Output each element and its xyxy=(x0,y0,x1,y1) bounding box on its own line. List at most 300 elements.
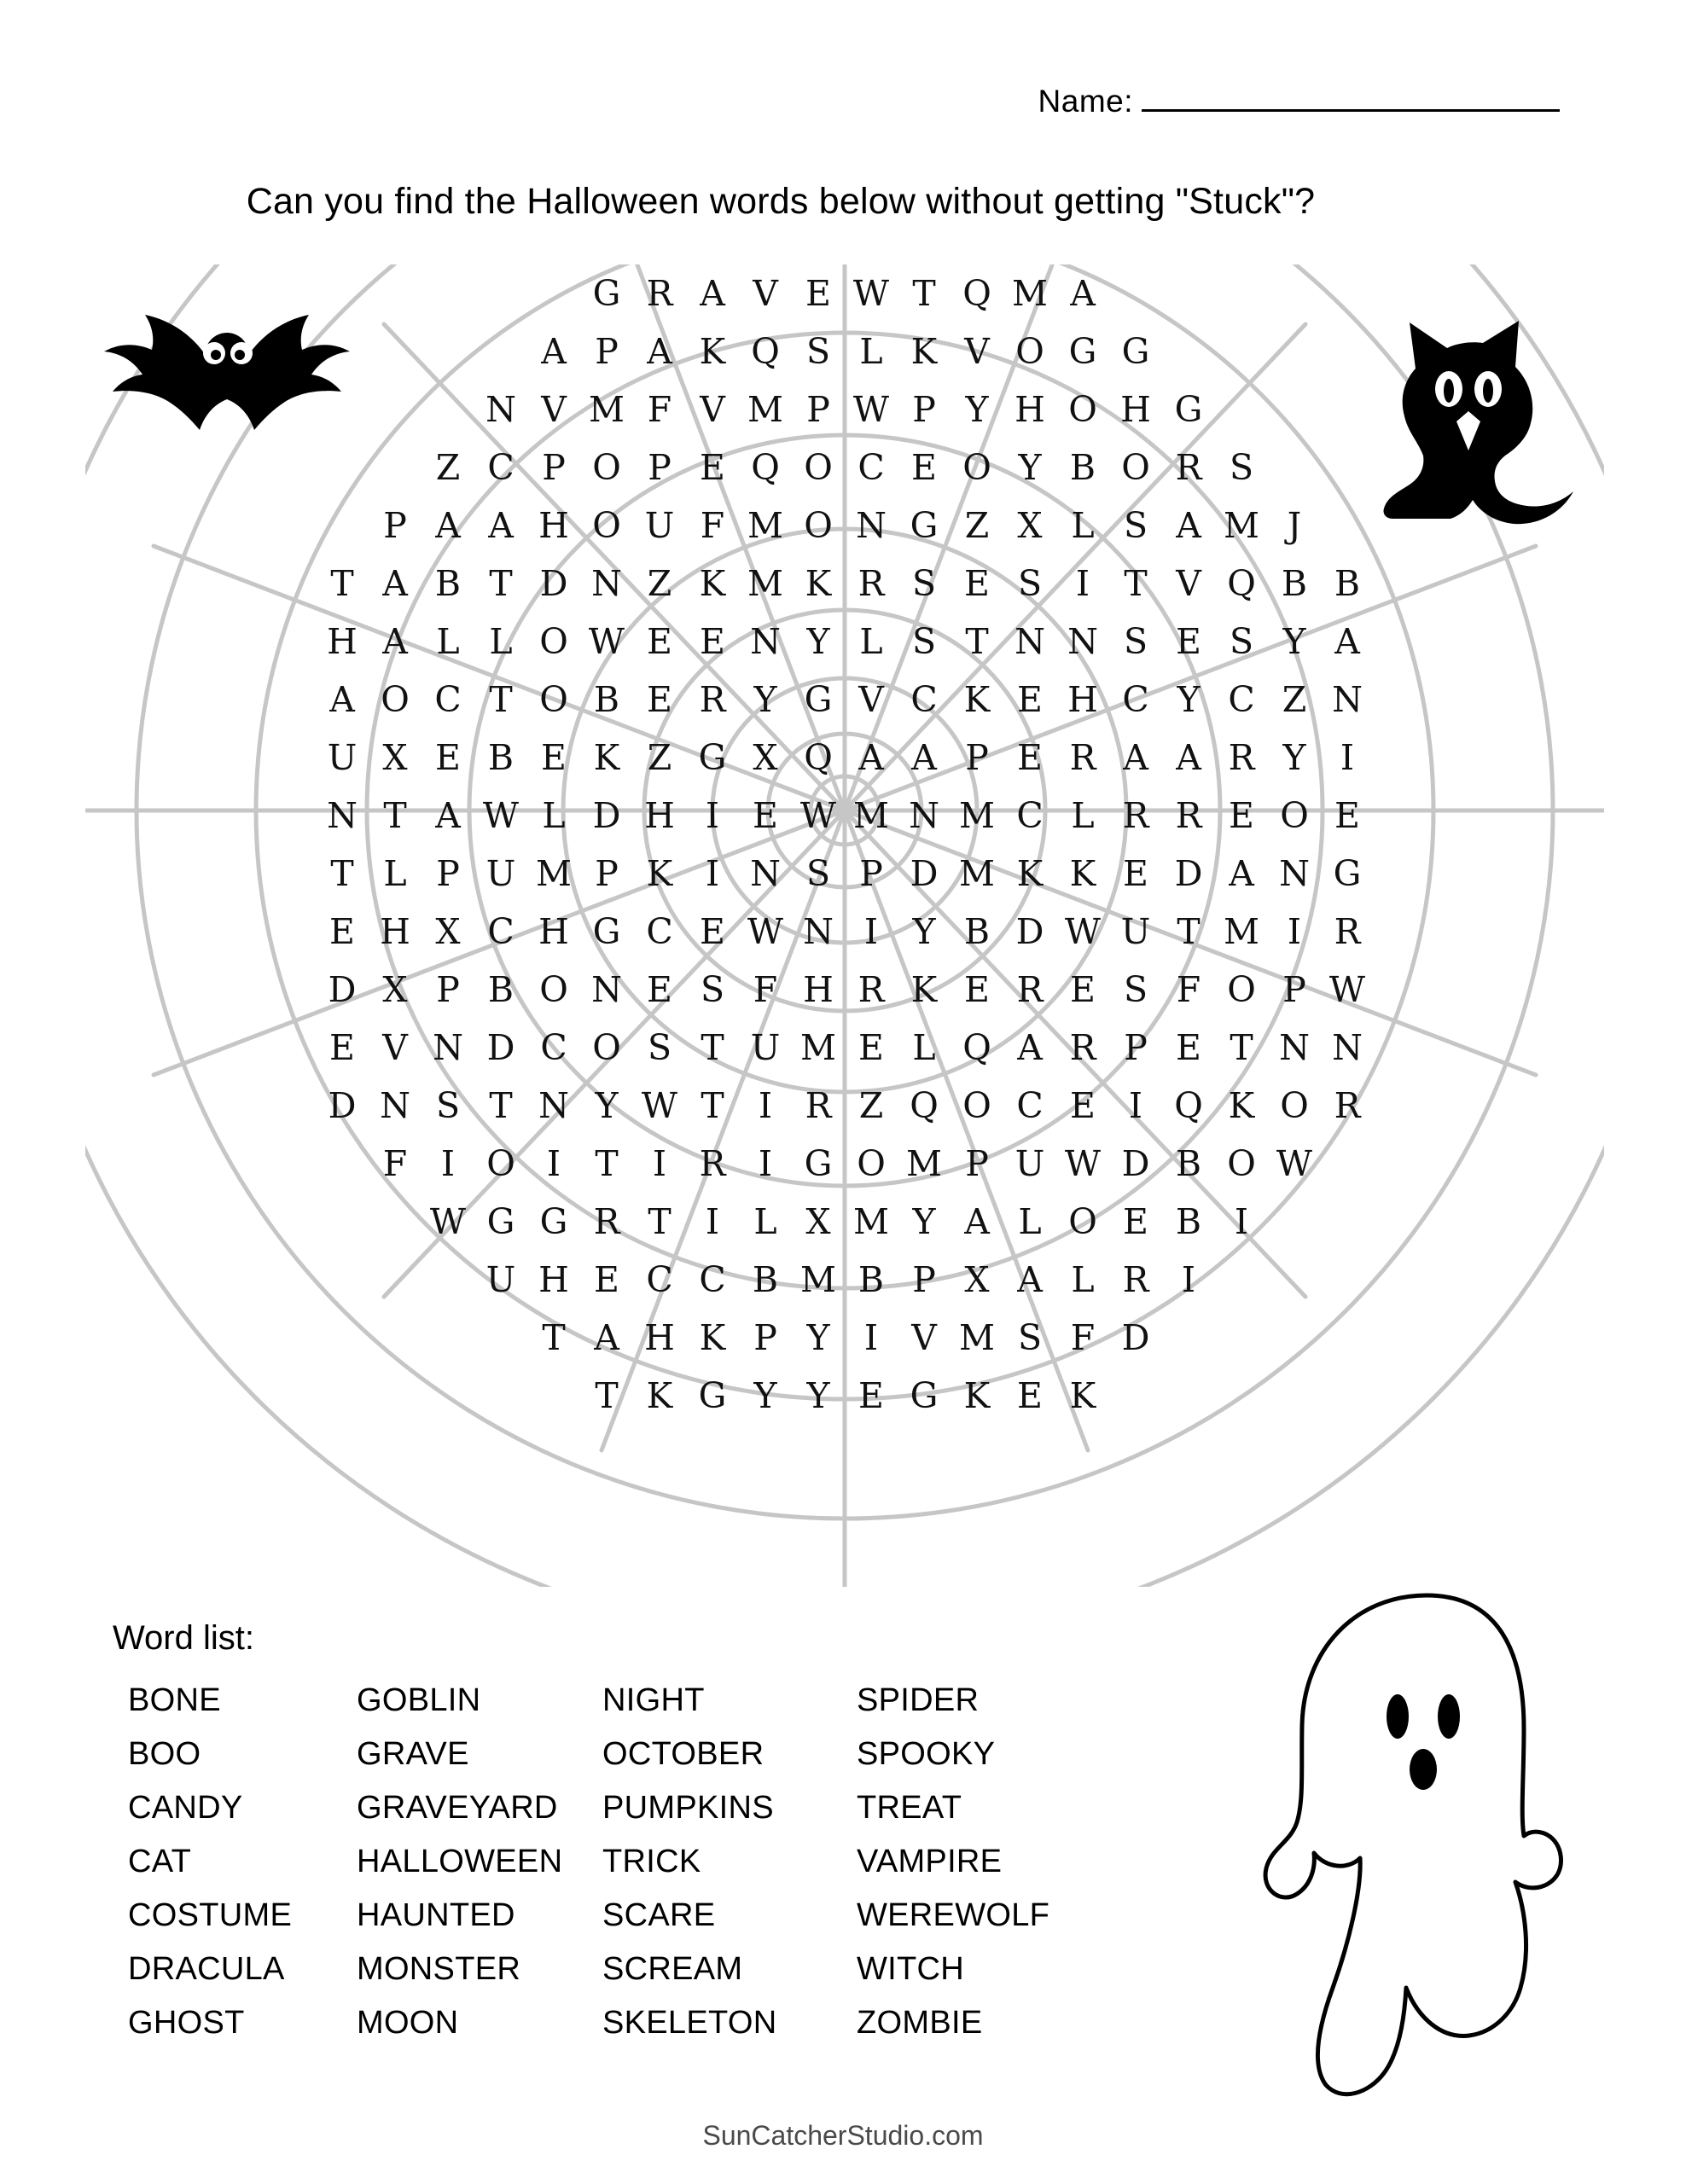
grid-letter[interactable]: E xyxy=(700,446,725,488)
grid-letter[interactable]: A xyxy=(541,330,567,372)
grid-letter[interactable]: P xyxy=(595,330,619,372)
grid-letter[interactable]: V xyxy=(382,1026,408,1068)
grid-letter[interactable]: H xyxy=(380,910,410,952)
grid-letter[interactable]: B xyxy=(593,678,620,720)
grid-letter[interactable]: K xyxy=(805,562,832,604)
grid-letter[interactable]: R xyxy=(805,1084,832,1126)
name-input-line[interactable] xyxy=(1142,109,1560,112)
grid-letter[interactable]: O xyxy=(804,504,833,546)
grid-letter[interactable]: S xyxy=(805,852,831,894)
grid-letter[interactable]: V xyxy=(700,388,725,430)
grid-letter[interactable]: X xyxy=(753,736,778,778)
grid-letter[interactable]: S xyxy=(911,562,937,604)
grid-letter[interactable]: S xyxy=(1017,1316,1043,1358)
grid-letter[interactable]: E xyxy=(1176,620,1201,662)
grid-letter[interactable]: G xyxy=(592,272,621,314)
grid-letter[interactable]: R xyxy=(1175,794,1202,836)
grid-letter[interactable]: Q xyxy=(962,1026,991,1068)
grid-letter[interactable]: O xyxy=(1280,1084,1309,1126)
grid-letter[interactable]: K xyxy=(646,1374,673,1416)
grid-letter[interactable]: E xyxy=(647,968,672,1010)
grid-letter[interactable]: Y xyxy=(965,388,989,430)
grid-letter[interactable]: I xyxy=(1234,1200,1249,1242)
grid-letter[interactable]: O xyxy=(592,504,621,546)
grid-letter[interactable]: A xyxy=(911,736,937,778)
grid-letter[interactable]: V xyxy=(858,678,884,720)
grid-letter[interactable]: P xyxy=(436,968,460,1010)
grid-letter[interactable]: H xyxy=(538,910,569,952)
grid-letter[interactable]: G xyxy=(1068,330,1097,372)
grid-letter[interactable]: K xyxy=(646,852,673,894)
grid-letter[interactable]: E xyxy=(541,736,567,778)
grid-letter[interactable]: G xyxy=(804,1142,833,1184)
grid-letter[interactable]: U xyxy=(644,504,675,546)
grid-letter[interactable]: F xyxy=(1176,968,1201,1010)
grid-letter[interactable]: E xyxy=(1334,794,1360,836)
grid-letter[interactable]: Q xyxy=(1227,562,1256,604)
grid-letter[interactable]: B xyxy=(1281,562,1308,604)
grid-letter[interactable]: S xyxy=(805,330,831,372)
grid-letter[interactable]: T xyxy=(965,620,989,662)
grid-letter[interactable]: O xyxy=(592,446,621,488)
grid-letter[interactable]: B xyxy=(487,736,515,778)
grid-letter[interactable]: E xyxy=(1017,736,1043,778)
grid-letter[interactable]: U xyxy=(1015,1142,1045,1184)
grid-letter[interactable]: W xyxy=(429,1200,467,1242)
grid-letter[interactable]: Y xyxy=(753,678,777,720)
grid-letter[interactable]: N xyxy=(591,562,622,604)
grid-letter[interactable]: Z xyxy=(858,1084,884,1126)
grid-letter[interactable]: P xyxy=(436,852,460,894)
word-list-item[interactable]: BONE xyxy=(128,1682,221,1718)
grid-letter[interactable]: A xyxy=(1017,1258,1043,1300)
grid-letter[interactable]: Y xyxy=(806,1374,830,1416)
grid-letter[interactable]: G xyxy=(486,1200,515,1242)
grid-letter[interactable]: T xyxy=(595,1374,619,1416)
grid-letter[interactable]: C xyxy=(910,678,938,720)
grid-letter[interactable]: C xyxy=(487,910,515,952)
grid-letter[interactable]: W xyxy=(852,272,890,314)
grid-letter[interactable]: D xyxy=(1121,1142,1150,1184)
grid-letter[interactable]: K xyxy=(699,562,726,604)
grid-letter[interactable]: E xyxy=(964,968,990,1010)
grid-letter[interactable]: O xyxy=(1121,446,1150,488)
grid-letter[interactable]: L xyxy=(542,794,566,836)
grid-letter[interactable]: C xyxy=(487,446,515,488)
grid-letter[interactable]: X xyxy=(1017,504,1043,546)
grid-letter[interactable]: I xyxy=(1287,910,1302,952)
word-list-item[interactable]: PUMPKINS xyxy=(602,1790,774,1826)
grid-letter[interactable]: R xyxy=(1175,446,1202,488)
grid-letter[interactable]: R xyxy=(1069,736,1096,778)
word-list-item[interactable]: WITCH xyxy=(857,1951,965,1987)
grid-letter[interactable]: A xyxy=(382,620,408,662)
grid-letter[interactable]: B xyxy=(434,562,462,604)
grid-letter[interactable]: N xyxy=(433,1026,463,1068)
grid-letter[interactable]: D xyxy=(910,852,939,894)
grid-letter[interactable]: X xyxy=(382,736,408,778)
grid-letter[interactable]: O xyxy=(539,620,568,662)
grid-letter[interactable]: C xyxy=(540,1026,567,1068)
grid-letter[interactable]: O xyxy=(381,678,410,720)
grid-letter[interactable]: X xyxy=(435,910,461,952)
grid-letter[interactable]: D xyxy=(486,1026,515,1068)
grid-letter[interactable]: W xyxy=(1064,910,1102,952)
grid-letter[interactable]: B xyxy=(1175,1200,1202,1242)
grid-letter[interactable]: Q xyxy=(910,1084,939,1126)
grid-letter[interactable]: E xyxy=(964,562,990,604)
grid-letter[interactable]: A xyxy=(1176,504,1201,546)
grid-letter[interactable]: R xyxy=(699,1142,726,1184)
word-list-item[interactable]: CAT xyxy=(128,1844,192,1879)
grid-letter[interactable]: O xyxy=(1068,388,1097,430)
grid-letter[interactable]: R xyxy=(1228,736,1255,778)
grid-letter[interactable]: N xyxy=(750,620,781,662)
grid-letter[interactable]: G xyxy=(1333,852,1362,894)
grid-letter[interactable]: K xyxy=(699,1316,726,1358)
grid-letter[interactable]: C xyxy=(646,910,673,952)
grid-letter[interactable]: V xyxy=(753,272,778,314)
grid-letter[interactable]: N xyxy=(1015,620,1045,662)
grid-letter[interactable]: V xyxy=(541,388,567,430)
grid-letter[interactable]: R xyxy=(1334,910,1361,952)
grid-letter[interactable]: R xyxy=(858,562,885,604)
grid-letter[interactable]: T xyxy=(542,1316,566,1358)
grid-letter[interactable]: N xyxy=(803,910,834,952)
grid-letter[interactable]: E xyxy=(700,910,725,952)
grid-letter[interactable]: A xyxy=(329,678,355,720)
grid-letter[interactable]: L xyxy=(1071,504,1095,546)
grid-letter[interactable]: N xyxy=(327,794,358,836)
word-list-item[interactable]: NIGHT xyxy=(602,1682,705,1718)
grid-letter[interactable]: Q xyxy=(962,272,991,314)
grid-letter[interactable]: E xyxy=(911,446,937,488)
grid-letter[interactable]: P xyxy=(912,388,936,430)
grid-letter[interactable]: K xyxy=(963,1374,991,1416)
grid-letter[interactable]: P xyxy=(542,446,566,488)
word-list-item[interactable]: CANDY xyxy=(128,1790,243,1826)
grid-letter[interactable]: Y xyxy=(1018,446,1042,488)
grid-letter[interactable]: M xyxy=(536,852,572,894)
grid-letter[interactable]: P xyxy=(1124,1026,1148,1068)
grid-letter[interactable]: M xyxy=(800,1258,836,1300)
grid-letter[interactable]: S xyxy=(1017,562,1043,604)
grid-letter[interactable]: G xyxy=(1121,330,1150,372)
grid-letter[interactable]: Y xyxy=(753,1374,777,1416)
grid-letter[interactable]: L xyxy=(436,620,460,662)
grid-letter[interactable]: L xyxy=(912,1026,936,1068)
grid-letter[interactable]: N xyxy=(1332,678,1363,720)
grid-letter[interactable]: X xyxy=(805,1200,831,1242)
grid-letter[interactable]: R xyxy=(646,272,673,314)
grid-letter[interactable]: Y xyxy=(595,1084,619,1126)
grid-letter[interactable]: Q xyxy=(804,736,833,778)
grid-letter[interactable]: C xyxy=(646,1258,673,1300)
grid-letter[interactable]: K xyxy=(1069,1374,1096,1416)
grid-letter[interactable]: F xyxy=(753,968,778,1010)
grid-letter[interactable]: M xyxy=(747,388,783,430)
grid-letter[interactable]: K xyxy=(593,736,620,778)
grid-letter[interactable]: C xyxy=(434,678,462,720)
grid-letter[interactable]: S xyxy=(647,1026,672,1068)
grid-letter[interactable]: L xyxy=(753,1200,777,1242)
grid-letter[interactable]: T xyxy=(489,678,513,720)
grid-letter[interactable]: Z xyxy=(647,562,672,604)
grid-letter[interactable]: L xyxy=(489,620,513,662)
word-list-item[interactable]: GRAVEYARD xyxy=(357,1790,558,1826)
grid-letter[interactable]: P xyxy=(383,504,407,546)
grid-letter[interactable]: T xyxy=(1230,1026,1253,1068)
grid-letter[interactable]: P xyxy=(859,852,883,894)
grid-letter[interactable]: K xyxy=(910,968,938,1010)
grid-letter[interactable]: B xyxy=(858,1258,885,1300)
grid-letter[interactable]: W xyxy=(799,794,837,836)
grid-letter[interactable]: W xyxy=(482,794,520,836)
word-list-item[interactable]: SPOOKY xyxy=(857,1736,996,1772)
grid-letter[interactable]: A xyxy=(1334,620,1360,662)
grid-letter[interactable]: S xyxy=(1229,446,1254,488)
grid-letter[interactable]: Y xyxy=(806,620,830,662)
grid-letter[interactable]: O xyxy=(1227,1142,1256,1184)
grid-letter[interactable]: D xyxy=(539,562,568,604)
grid-letter[interactable]: K xyxy=(1069,852,1096,894)
grid-letter[interactable]: A xyxy=(1123,736,1148,778)
grid-letter[interactable]: L xyxy=(383,852,407,894)
grid-letter[interactable]: M xyxy=(853,1200,889,1242)
grid-letter[interactable]: E xyxy=(1176,1026,1201,1068)
grid-letter[interactable]: N xyxy=(1067,620,1098,662)
grid-letter[interactable]: U xyxy=(750,1026,781,1068)
grid-letter[interactable]: S xyxy=(435,1084,461,1126)
grid-letter[interactable]: O xyxy=(962,446,991,488)
grid-letter[interactable]: M xyxy=(959,852,995,894)
grid-letter[interactable]: O xyxy=(962,1084,991,1126)
word-list-item[interactable]: SKELETON xyxy=(602,2005,777,2041)
grid-letter[interactable]: A xyxy=(858,736,884,778)
grid-letter[interactable]: U xyxy=(485,1258,516,1300)
word-list-item[interactable]: SCARE xyxy=(602,1897,716,1933)
grid-letter[interactable]: C xyxy=(1016,1084,1044,1126)
grid-letter[interactable]: E xyxy=(1123,852,1148,894)
word-list-item[interactable]: SCREAM xyxy=(602,1951,743,1987)
grid-letter[interactable]: M xyxy=(589,388,625,430)
grid-letter[interactable]: H xyxy=(803,968,834,1010)
letter-grid[interactable] xyxy=(85,264,1604,1587)
grid-letter[interactable]: E xyxy=(805,272,831,314)
grid-letter[interactable]: N xyxy=(1332,1026,1363,1068)
grid-letter[interactable]: M xyxy=(1012,272,1048,314)
grid-letter[interactable]: M xyxy=(747,504,783,546)
grid-letter[interactable]: G xyxy=(910,504,939,546)
grid-letter[interactable]: Q xyxy=(1174,1084,1203,1126)
grid-letter[interactable]: K xyxy=(699,330,726,372)
grid-letter[interactable]: P xyxy=(806,388,830,430)
grid-letter[interactable]: I xyxy=(758,1084,773,1126)
grid-letter[interactable]: I xyxy=(705,852,720,894)
grid-letter[interactable]: E xyxy=(647,678,672,720)
grid-letter[interactable]: B xyxy=(487,968,515,1010)
grid-letter[interactable]: Z xyxy=(1282,678,1307,720)
grid-letter[interactable]: T xyxy=(701,1084,724,1126)
grid-letter[interactable]: Z xyxy=(435,446,461,488)
grid-letter[interactable]: K xyxy=(910,330,938,372)
grid-letter[interactable]: B xyxy=(1069,446,1096,488)
grid-letter[interactable]: O xyxy=(1280,794,1309,836)
grid-letter[interactable]: H xyxy=(538,1258,569,1300)
grid-letter[interactable]: R xyxy=(699,678,726,720)
grid-letter[interactable]: A xyxy=(435,504,461,546)
grid-letter[interactable]: H xyxy=(644,794,675,836)
grid-letter[interactable]: O xyxy=(804,446,833,488)
grid-letter[interactable]: G xyxy=(539,1200,568,1242)
grid-letter[interactable]: C xyxy=(858,446,885,488)
grid-letter[interactable]: F xyxy=(1070,1316,1096,1358)
word-list-item[interactable]: MONSTER xyxy=(357,1951,521,1987)
grid-letter[interactable]: T xyxy=(912,272,936,314)
grid-letter[interactable]: E xyxy=(700,620,725,662)
grid-letter[interactable]: G xyxy=(910,1374,939,1416)
grid-letter[interactable]: N xyxy=(1279,852,1310,894)
grid-letter[interactable]: G xyxy=(1174,388,1203,430)
word-list-item[interactable]: OCTOBER xyxy=(602,1736,765,1772)
grid-letter[interactable]: L xyxy=(1071,794,1095,836)
grid-letter[interactable]: X xyxy=(382,968,408,1010)
grid-letter[interactable]: N xyxy=(856,504,887,546)
grid-letter[interactable]: N xyxy=(909,794,939,836)
grid-letter[interactable]: O xyxy=(1227,968,1256,1010)
grid-letter[interactable]: E xyxy=(329,910,355,952)
grid-letter[interactable]: E xyxy=(753,794,778,836)
grid-letter[interactable]: C xyxy=(1016,794,1044,836)
grid-letter[interactable]: A xyxy=(1229,852,1254,894)
word-list-item[interactable]: HAUNTED xyxy=(357,1897,515,1933)
grid-letter[interactable]: T xyxy=(330,562,354,604)
grid-letter[interactable]: O xyxy=(857,1142,886,1184)
grid-letter[interactable]: T xyxy=(489,562,513,604)
grid-letter[interactable]: N xyxy=(591,968,622,1010)
word-list-item[interactable]: GHOST xyxy=(128,2005,245,2041)
grid-letter[interactable]: P xyxy=(595,852,619,894)
grid-letter[interactable]: W xyxy=(641,1084,678,1126)
grid-letter[interactable]: N xyxy=(485,388,516,430)
grid-letter[interactable]: K xyxy=(963,678,991,720)
grid-letter[interactable]: W xyxy=(747,910,784,952)
word-list-item[interactable]: ZOMBIE xyxy=(857,2005,983,2041)
grid-letter[interactable]: E xyxy=(1017,678,1043,720)
grid-letter[interactable]: G xyxy=(592,910,621,952)
grid-letter[interactable]: C xyxy=(699,1258,726,1300)
grid-letter[interactable]: O xyxy=(1015,330,1044,372)
grid-letter[interactable]: A xyxy=(1176,736,1201,778)
grid-letter[interactable]: R xyxy=(858,968,885,1010)
grid-letter[interactable]: I xyxy=(705,1200,720,1242)
grid-letter[interactable]: R xyxy=(1122,1258,1149,1300)
grid-letter[interactable]: V xyxy=(1176,562,1201,604)
grid-letter[interactable]: O xyxy=(592,1026,621,1068)
grid-letter[interactable]: U xyxy=(327,736,358,778)
grid-letter[interactable]: A xyxy=(382,562,408,604)
grid-letter[interactable]: W xyxy=(852,388,890,430)
grid-letter[interactable]: J xyxy=(1287,504,1302,546)
word-list-item[interactable]: MOON xyxy=(357,2005,459,2041)
grid-letter[interactable]: R xyxy=(593,1200,620,1242)
grid-letter[interactable]: H xyxy=(538,504,569,546)
grid-letter[interactable]: M xyxy=(959,794,995,836)
grid-letter[interactable]: F xyxy=(647,388,672,430)
grid-letter[interactable]: Y xyxy=(806,1316,830,1358)
grid-letter[interactable]: X xyxy=(964,1258,990,1300)
grid-letter[interactable]: K xyxy=(1228,1084,1255,1126)
grid-letter[interactable]: Y xyxy=(1177,678,1201,720)
grid-letter[interactable]: E xyxy=(435,736,461,778)
grid-letter[interactable]: H xyxy=(1120,388,1151,430)
grid-letter[interactable]: M xyxy=(1224,504,1259,546)
grid-letter[interactable]: T xyxy=(489,1084,513,1126)
grid-letter[interactable]: S xyxy=(911,620,937,662)
grid-letter[interactable]: D xyxy=(592,794,621,836)
word-list-item[interactable]: DRACULA xyxy=(128,1951,285,1987)
grid-letter[interactable]: P xyxy=(912,1258,936,1300)
grid-letter[interactable]: S xyxy=(1229,620,1254,662)
word-list-item[interactable]: TRICK xyxy=(602,1844,701,1879)
grid-letter[interactable]: B xyxy=(752,1258,779,1300)
grid-letter[interactable]: H xyxy=(644,1316,675,1358)
grid-letter[interactable]: A xyxy=(647,330,672,372)
grid-letter[interactable]: Q xyxy=(751,446,780,488)
grid-letter[interactable]: O xyxy=(539,678,568,720)
grid-letter[interactable]: I xyxy=(1181,1258,1196,1300)
grid-letter[interactable]: V xyxy=(964,330,990,372)
grid-letter[interactable]: M xyxy=(1224,910,1259,952)
grid-letter[interactable]: V xyxy=(911,1316,937,1358)
grid-letter[interactable]: S xyxy=(1123,504,1148,546)
grid-letter[interactable]: E xyxy=(858,1026,884,1068)
grid-letter[interactable]: B xyxy=(963,910,991,952)
grid-letter[interactable]: N xyxy=(750,852,781,894)
grid-letter[interactable]: M xyxy=(853,794,889,836)
word-list-item[interactable]: BOO xyxy=(128,1736,201,1772)
grid-letter[interactable]: G xyxy=(698,736,727,778)
grid-letter[interactable]: A xyxy=(1070,272,1096,314)
grid-letter[interactable]: T xyxy=(648,1200,671,1242)
grid-letter[interactable]: T xyxy=(595,1142,619,1184)
grid-letter[interactable]: H xyxy=(327,620,358,662)
grid-letter[interactable]: L xyxy=(859,330,883,372)
grid-letter[interactable]: U xyxy=(485,852,516,894)
grid-letter[interactable]: P xyxy=(965,1142,989,1184)
grid-letter[interactable]: U xyxy=(1120,910,1151,952)
grid-letter[interactable]: A xyxy=(964,1200,990,1242)
grid-letter[interactable]: N xyxy=(1279,1026,1310,1068)
grid-letter[interactable]: T xyxy=(701,1026,724,1068)
grid-letter[interactable]: Y xyxy=(912,910,936,952)
grid-letter[interactable]: Z xyxy=(647,736,672,778)
grid-letter[interactable]: D xyxy=(1174,852,1203,894)
grid-letter[interactable]: L xyxy=(859,620,883,662)
grid-letter[interactable]: M xyxy=(747,562,783,604)
grid-letter[interactable]: Q xyxy=(751,330,780,372)
grid-letter[interactable]: E xyxy=(594,1258,619,1300)
grid-letter[interactable]: L xyxy=(1071,1258,1095,1300)
word-list-item[interactable]: HALLOWEEN xyxy=(357,1844,563,1879)
grid-letter[interactable]: H xyxy=(1015,388,1045,430)
grid-letter[interactable]: G xyxy=(804,678,833,720)
grid-letter[interactable]: S xyxy=(1123,968,1148,1010)
grid-letter[interactable]: Y xyxy=(912,1200,936,1242)
word-list-item[interactable]: GOBLIN xyxy=(357,1682,481,1718)
grid-letter[interactable]: A xyxy=(488,504,514,546)
grid-letter[interactable]: M xyxy=(959,1316,995,1358)
